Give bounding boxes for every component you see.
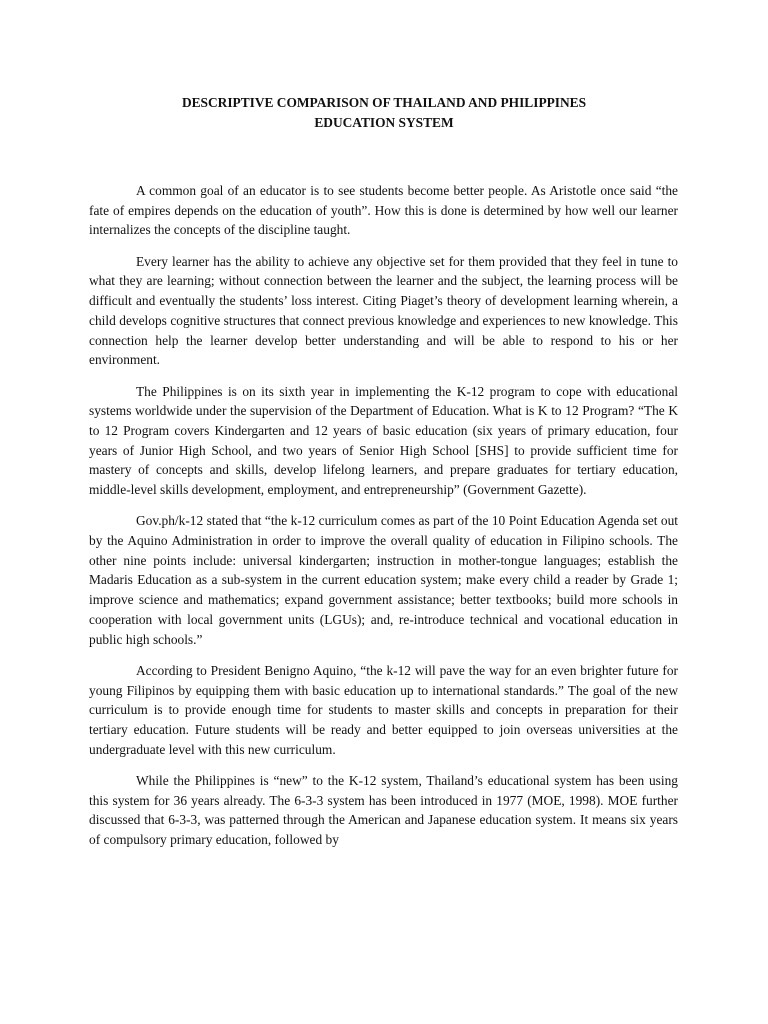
- paragraph-3: The Philippines is on its sixth year in implementing the K-12 program to cope with educational systems worldwide under the supervision of the Department of Education. What is K to 12 Program? “The K to 12 Program covers Kindergarten and 12 years of basic education (six years of primary education, four years of Junior High School, and two years of Senior High School [SHS] to provide sufficient time for mastery of concepts and skills, develop lifelong learners, and prepare graduates for tertiary education, middle-level skills development, employment, and entrepreneurship” (Government Gazette).: [89, 383, 678, 498]
- paragraph-6: While the Philippines is “new” to the K-12 system, Thailand’s educational system has been using this system for 36 years already. The 6-3-3 system has been introduced in 1977 (MOE, 1998). MOE further discussed that 6-3-3, was patterned through the American and Japanese education system. It means six years of compulsory primary education, followed by: [89, 772, 678, 848]
- document-body: [89, 181, 678, 861]
- paragraph-5: According to President Benigno Aquino, “the k-12 will pave the way for an even brighter future for young Filipinos by equipping them with basic education up to international standards.” The goal of the new curriculum is to provide enough time for students to master skills and concepts in preparation for their tertiary education. Future students will be ready and better equipped to join overseas universities at the undergraduate level with this new curriculum.: [89, 662, 678, 757]
- document-title: [90, 93, 678, 133]
- paragraph-4: Gov.ph/k-12 stated that “the k-12 curriculum comes as part of the 10 Point Education Agenda set out by the Aquino Administration in order to improve the overall quality of education in Filipino schools. The other nine points include: universal kindergarten; instruction in mother-tongue languages; establish the Madaris Education as a sub-system in the current education system; make every child a reader by Grade 1; improve science and mathematics; expand government assistance; better textbooks; build more schools in cooperation with local government units (LGUs); and, re-introduce technical and vocational education in public high schools.”: [89, 513, 678, 647]
- paragraph-1: A common goal of an educator is to see students become better people. As Aristotle once said “the fate of empires depends on the education of youth”. How this is done is determined by how well our learner internalizes the concepts of the discipline taught.: [89, 183, 678, 238]
- paragraph-2: Every learner has the ability to achieve any objective set for them provided that they feel in tune to what they are learning; without connection between the learner and the subject, the learning process will be difficult and eventually the students’ loss interest. Citing Piaget’s theory of development learning wherein, a child develops cognitive structures that connect previous knowledge and experiences to new knowledge. This connection help the learner develop better understanding and will be able to respond to his or her environment.: [89, 253, 678, 368]
- title-line-2: EDUCATION SYSTEM: [314, 115, 454, 130]
- title-line-1: DESCRIPTIVE COMPARISON OF THAILAND AND PHILIPPINES: [181, 95, 587, 110]
